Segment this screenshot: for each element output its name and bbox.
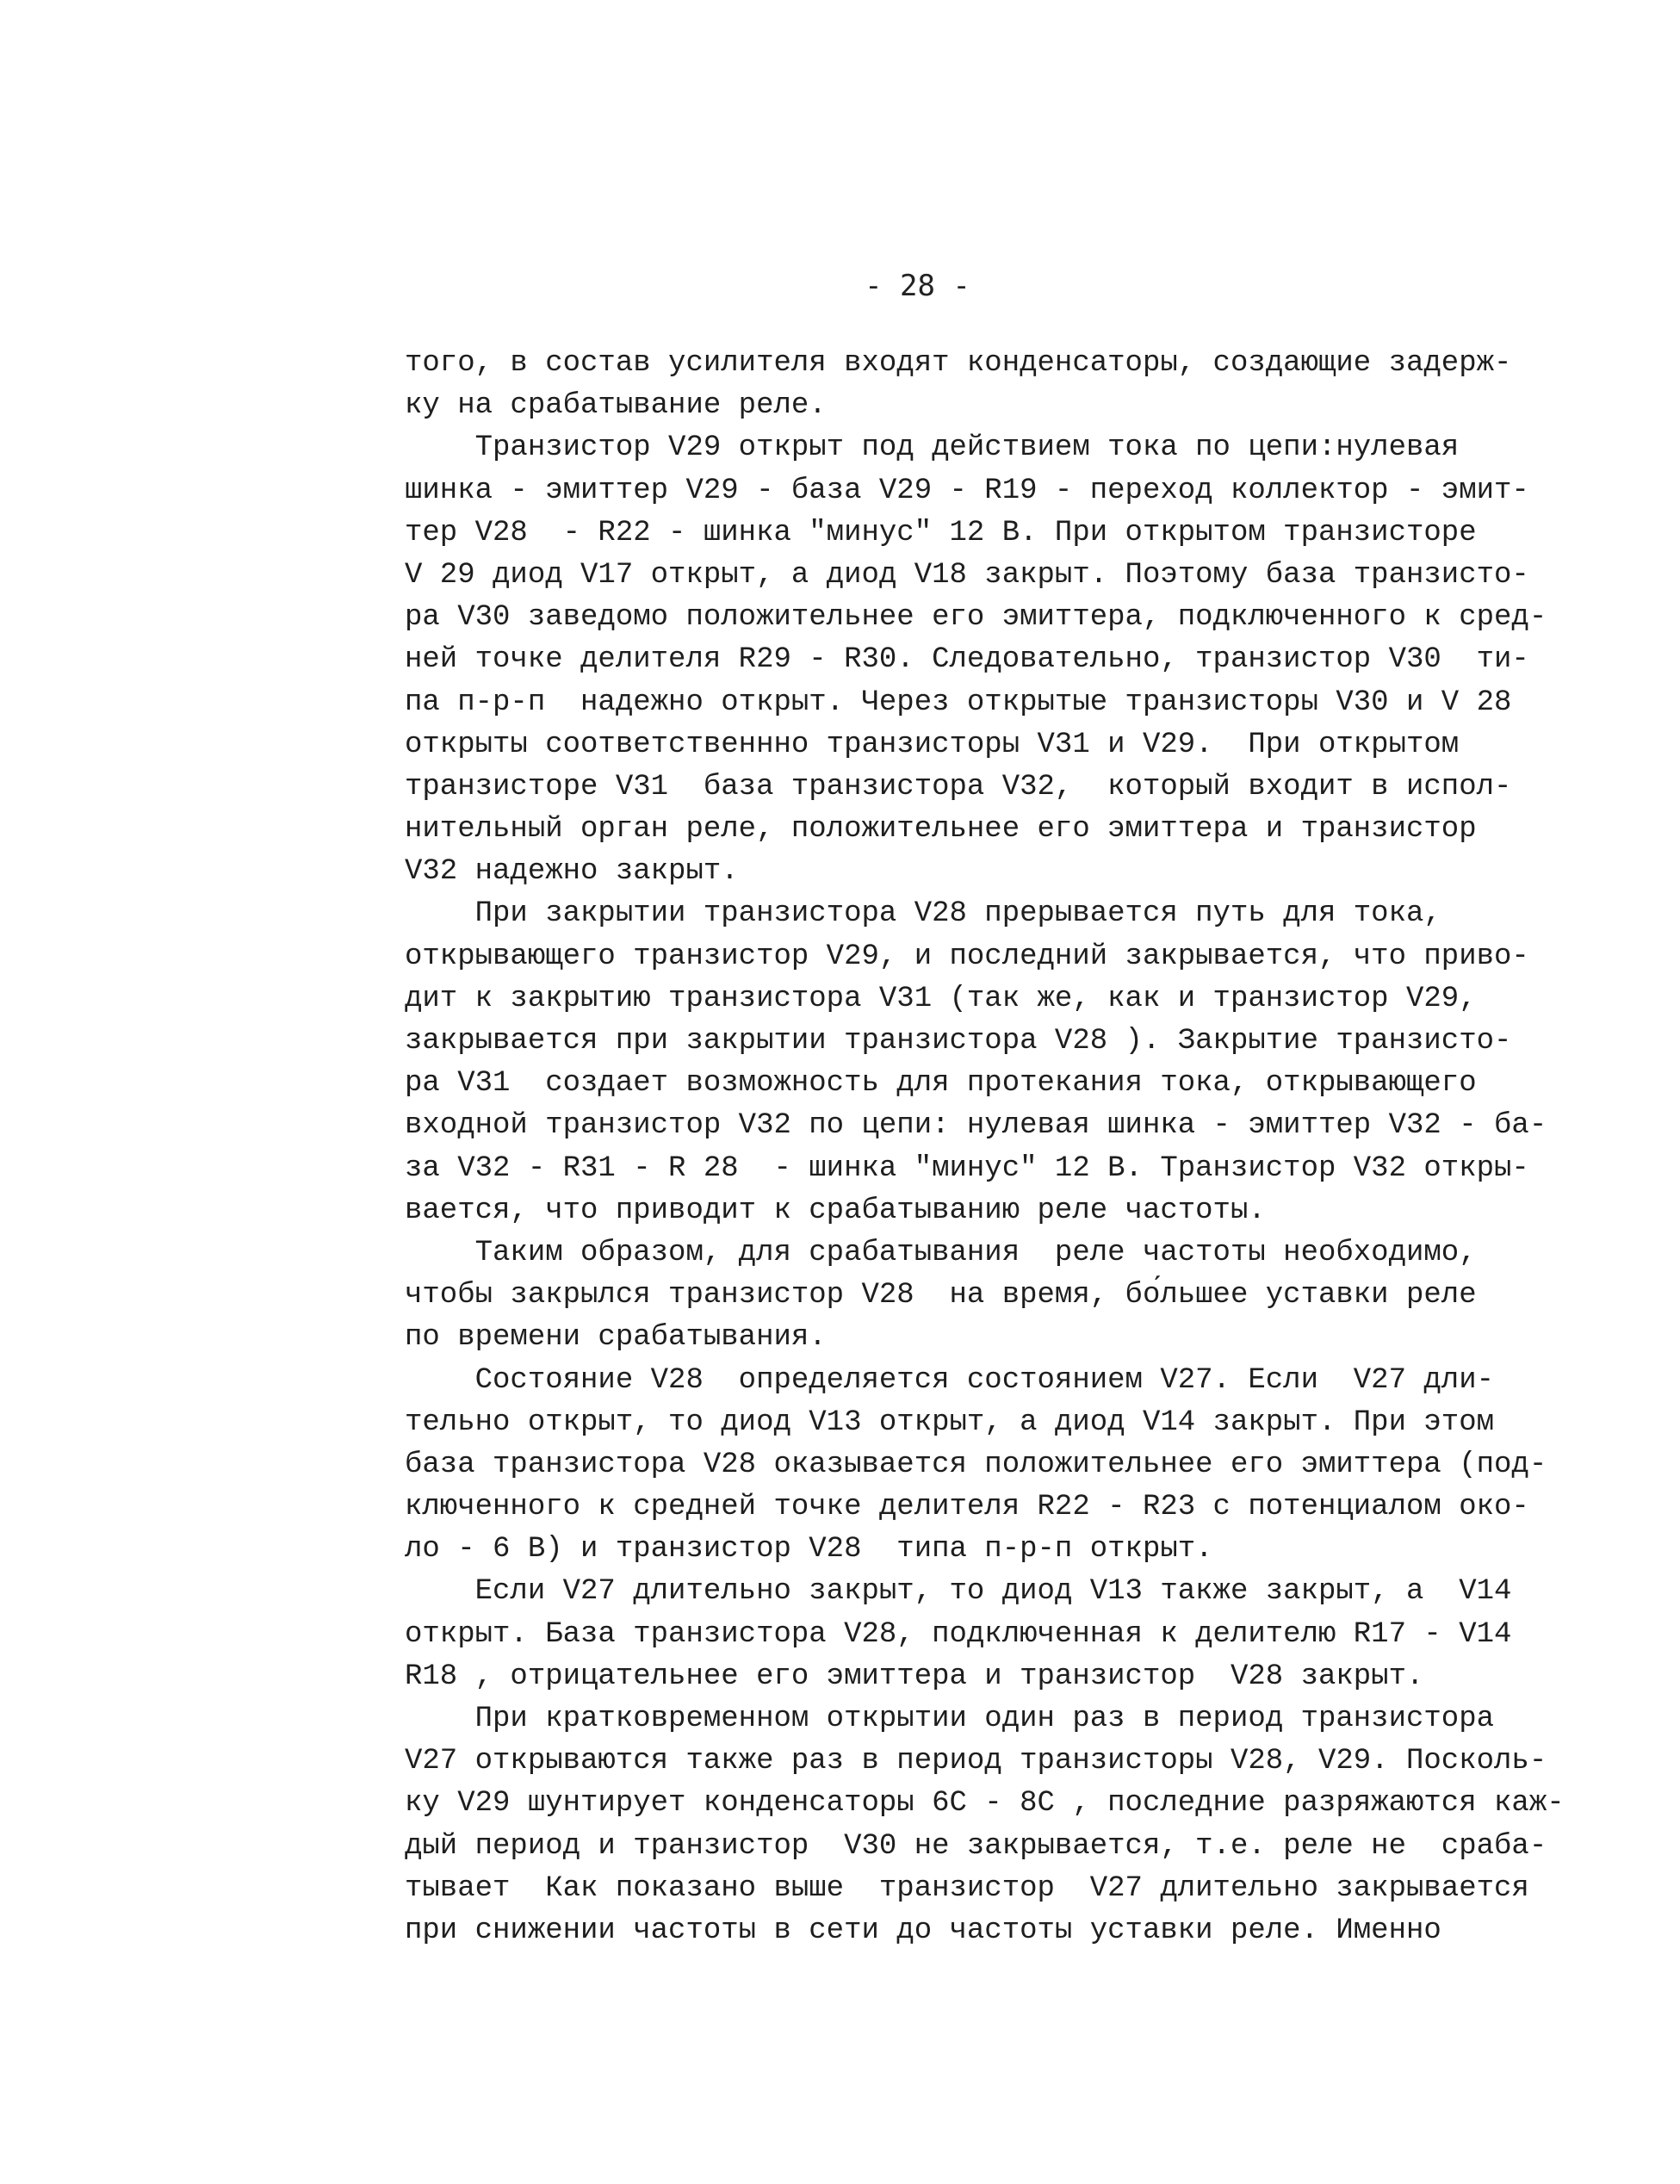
text-line: ра V30 заведомо положительнее его эмиттера, подключенного к сред- (405, 601, 1547, 635)
text-line: ку на срабатывание реле. (405, 389, 827, 423)
text-line: тывает Как показано выше транзистор V27 длительно закрывается (405, 1871, 1529, 1905)
text-line: транзисторе V31 база транзистора V32, который входит в испол- (405, 770, 1512, 803)
text-line: входной транзистор V32 по цепи: нулевая шинка - эмиттер V32 - ба- (405, 1109, 1547, 1143)
text-line: ло - 6 В) и транзистор V28 типа п-р-п открыт. (405, 1533, 1213, 1567)
text-line: При кратковременном открытии один раз в период транзистора (405, 1703, 1495, 1735)
page-number: - 28 - (865, 269, 970, 303)
text-line: дит к закрытию транзистора V31 (так же, как и транзистор V29, (405, 982, 1477, 1015)
text-line: тельно открыт, то диод V13 открыт, а диод V14 закрыт. При этом (405, 1405, 1495, 1439)
text-line: При закрытии транзистора V28 прерывается путь для тока, (405, 897, 1441, 931)
text-line: Транзистор V29 открыт под действием тока по цепи:нулевая (405, 431, 1460, 465)
text-line: V32 надежно закрыт. (405, 855, 739, 889)
text-line: тер V28 - R22 - шинка "минус" 12 В. При открытом транзисторе (405, 516, 1477, 549)
text-line: R18 , отрицательнее его эмиттера и транзистор V28 закрыт. (405, 1660, 1424, 1693)
text-line: ку V29 шунтирует конденсаторы 6С - 8С , последние разряжаются каж- (405, 1787, 1565, 1821)
text-line: ра V31 создает возможность для протекания тока, открывающего (405, 1067, 1477, 1101)
text-line: шинка - эмиттер V29 - база V29 - R19 - переход коллектор - эмит- (405, 474, 1529, 507)
text-line: па п-р-п надежно открыт. Через открытые транзисторы V30 и V 28 (405, 686, 1512, 719)
text-line: ключенного к средней точке делителя R22 - R23 с потенциалом око- (405, 1491, 1529, 1524)
text-line: открыты соответственнно транзисторы V31 и V29. При открытом (405, 728, 1460, 761)
text-line: Таким образом, для срабатывания реле частоты необходимо, (405, 1236, 1477, 1269)
text-line: ней точке делителя R29 - R30. Следовательно, транзистор V30 ти- (405, 643, 1529, 677)
text-line: по времени срабатывания. (405, 1321, 827, 1355)
text-line: Если V27 длительно закрыт, то диод V13 также закрыт, а V14 (405, 1575, 1512, 1609)
text-line: открывающего транзистор V29, и последний закрывается, что приво- (405, 940, 1529, 973)
text-line: чтобы закрылся транзистор V28 на время, бо́льшее уставки реле (405, 1279, 1477, 1312)
text-line: Состояние V28 определяется состоянием V27. Если V27 дли- (405, 1363, 1495, 1397)
body-text (405, 343, 1565, 1952)
text-line: V 29 диод V17 открыт, а диод V18 закрыт. Поэтому база транзисто- (405, 558, 1529, 592)
text-line: за V32 - R31 - R 28 - шинка "минус" 12 В. Транзистор V32 откры- (405, 1151, 1529, 1185)
text-line: база транзистора V28 оказывается положительнее его эмиттера (под- (405, 1448, 1547, 1481)
text-line: вается, что приводит к срабатыванию реле частоты. (405, 1194, 1266, 1227)
text-line: дый период и транзистор V30 не закрывается, т.е. реле не сраба- (405, 1829, 1547, 1863)
text-line: открыт. База транзистора V28, подключенная к делителю R17 - V14 (405, 1617, 1512, 1651)
text-line: нительный орган реле, положительнее его эмиттера и транзистор (405, 813, 1477, 847)
text-line: V27 открываются также раз в период транзисторы V28, V29. Посколь- (405, 1745, 1547, 1778)
text-line: закрывается при закрытии транзистора V28 ). Закрытие транзисто- (405, 1025, 1512, 1058)
text-line: того, в состав усилителя входят конденсаторы, создающие задерж- (405, 347, 1512, 380)
text-line: при снижении частоты в сети до частоты уставки реле. Именно (405, 1914, 1441, 1947)
